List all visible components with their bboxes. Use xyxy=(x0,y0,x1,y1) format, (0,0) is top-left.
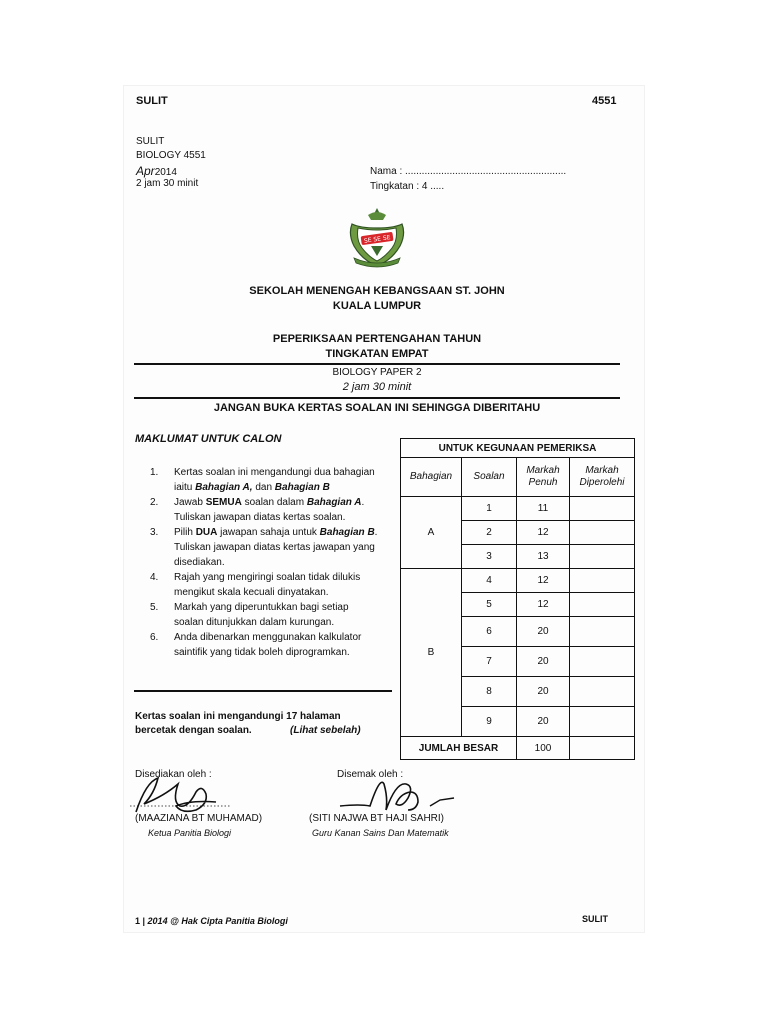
name-field: Nama : .......................................................... xyxy=(370,166,567,177)
prepared-by-name: (MAAZIANA BT MUHAMAD) xyxy=(135,813,263,824)
school-name: SEKOLAH MENENGAH KEBANGSAAN ST. JOHN xyxy=(249,285,505,297)
header-question: Soalan xyxy=(462,458,517,497)
school-city: KUALA LUMPUR xyxy=(332,300,422,312)
prepared-by-title: Ketua Panitia Biologi xyxy=(148,828,232,838)
pages-note: Kertas soalan ini mengandungi 17 halaman xyxy=(135,711,341,722)
info-sulit: SULIT xyxy=(136,136,165,147)
prepared-by-label: Disediakan oleh : xyxy=(135,769,212,780)
checked-by-name: (SITI NAJWA BT HAJI SAHRI) xyxy=(309,813,445,824)
exam-time: 2 jam 30 minit xyxy=(342,381,412,393)
checked-by-title: Guru Kanan Sains Dan Matematik xyxy=(312,828,449,838)
info-date xyxy=(136,164,177,178)
crest-motto: SE SE SE xyxy=(363,234,391,245)
marks-obtained-cell xyxy=(570,497,635,521)
instructions-list xyxy=(150,465,400,660)
instruction-item: 6. Anda dibenarkan menggunakan kalkulator saintifik yang tidak boleh diprogramkan. xyxy=(150,632,362,658)
table-total-row xyxy=(401,737,635,760)
table-row: 5 12 xyxy=(401,593,635,617)
table-row: A 1 11 xyxy=(401,497,635,521)
info-subject: BIOLOGY 4551 xyxy=(136,150,206,161)
info-year: 2014 xyxy=(154,167,177,178)
divider-line xyxy=(134,363,620,365)
marks-obtained-cell xyxy=(570,647,635,677)
divider-line xyxy=(134,690,392,692)
instruction-item: 4. Rajah yang mengiringi soalan tidak dilukis mengikut skala kecuali dinyatakan. xyxy=(150,572,361,598)
marks-obtained-cell xyxy=(570,617,635,647)
instruction-item: 5. Markah yang diperuntukkan bagi setiap soalan ditunjukkan dalam kurungan. xyxy=(150,602,349,628)
table-row: 8 20 xyxy=(401,677,635,707)
footer-classification: SULIT xyxy=(582,914,608,924)
marks-obtained-cell xyxy=(570,521,635,545)
candidate-info-heading: MAKLUMAT UNTUK CALON xyxy=(135,433,282,445)
instruction-item: 3. Pilih DUA jawapan sahaja untuk Bahagian B. Tuliskan jawapan diatas kertas jawapan yang disediakan. xyxy=(150,527,378,568)
marks-obtained-cell xyxy=(570,545,635,569)
total-obtained-cell xyxy=(570,737,635,760)
checked-by-label: Disemak oleh : xyxy=(337,769,404,780)
header-section: Bahagian xyxy=(401,458,462,497)
form-field: Tingkatan : 4 ..... xyxy=(370,181,445,192)
pages-note-2: bercetak dengan soalan. xyxy=(135,725,252,736)
divider-line xyxy=(134,397,620,399)
table-row: 9 20 xyxy=(401,707,635,737)
table-row: 7 20 xyxy=(401,647,635,677)
instruction-item: 1. Kertas soalan ini mengandungi dua bahagian iaitu Bahagian A, dan Bahagian B xyxy=(150,467,375,493)
header-code: 4551 xyxy=(592,95,617,107)
info-duration: 2 jam 30 minit xyxy=(136,178,199,189)
marks-obtained-cell xyxy=(570,569,635,593)
table-row: 3 13 xyxy=(401,545,635,569)
exam-paper: BIOLOGY PAPER 2 xyxy=(332,367,422,378)
table-row: B 4 12 xyxy=(401,569,635,593)
exam-form: TINGKATAN EMPAT xyxy=(325,348,429,360)
section-a-cell: A xyxy=(401,497,462,569)
footer-left: 1 | 2014 @ Hak Cipta Panitia Biologi xyxy=(135,916,288,926)
header-full-marks: Markah Penuh xyxy=(517,458,570,497)
table-row: 2 12 xyxy=(401,521,635,545)
marks-obtained-cell xyxy=(570,707,635,737)
footer-copyright: 2014 @ Hak Cipta Panitia Biologi xyxy=(147,916,288,926)
instruction-item: 2. Jawab SEMUA soalan dalam Bahagian A. Tuliskan jawapan diatas kertas soalan. xyxy=(150,497,365,523)
school-crest-icon xyxy=(346,206,408,270)
examiner-marks-table xyxy=(400,438,635,760)
table-row: 6 20 xyxy=(401,617,635,647)
header-marks-obtained: Markah Diperolehi xyxy=(570,458,635,497)
exam-warning: JANGAN BUKA KERTAS SOALAN INI SEHINGGA DIBERITAHU xyxy=(213,402,541,414)
table-title: UNTUK KEGUNAAN PEMERIKSA xyxy=(401,439,635,458)
section-b-cell: B xyxy=(401,569,462,737)
page-number: 1 xyxy=(135,916,141,926)
total-value: 100 xyxy=(517,737,570,760)
marks-obtained-cell xyxy=(570,593,635,617)
see-next-note: (Lihat sebelah) xyxy=(290,725,361,736)
handwritten-month: Apr xyxy=(136,164,155,178)
header-classification: SULIT xyxy=(136,95,168,107)
exam-title: PEPERIKSAAN PERTENGAHAN TAHUN xyxy=(272,333,482,345)
total-label: JUMLAH BESAR xyxy=(401,737,517,760)
marks-obtained-cell xyxy=(570,677,635,707)
